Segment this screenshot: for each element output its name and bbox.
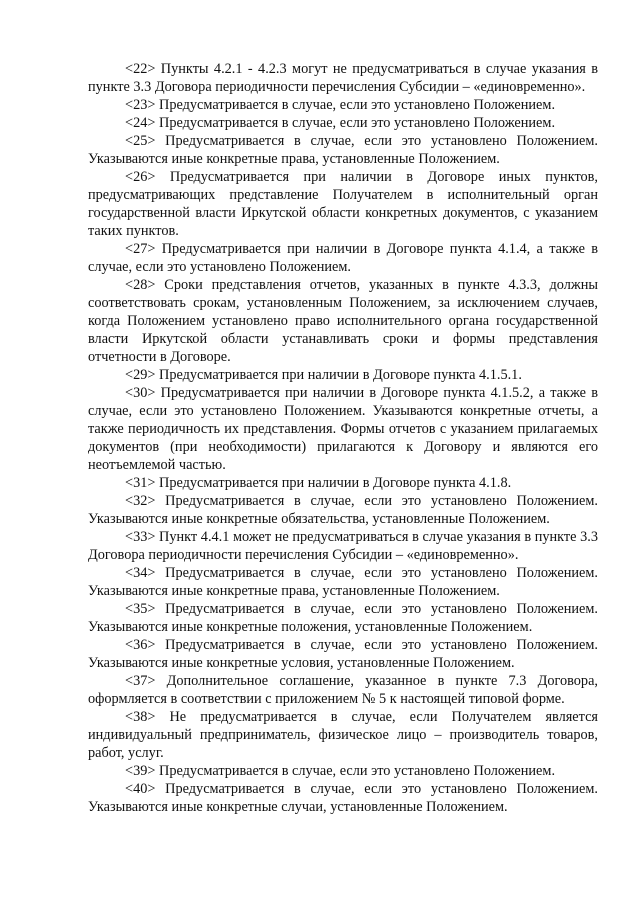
footnote-40: <40> Предусматривается в случае, если это установлено Положением. Указываются иные конкретные случаи, установленные Положением. [88,781,598,815]
footnote-35: <35> Предусматривается в случае, если это установлено Положением. Указываются иные конкретные положения, установленные Положением. [88,601,598,635]
footnote-34: <34> Предусматривается в случае, если это установлено Положением. Указываются иные конкретные права, установленные Положением. [88,565,598,599]
footnote-33: <33> Пункт 4.4.1 может не предусматриваться в случае указания в пункте 3.3 Договора периодичности перечисления Субсидии – «единовременно». [88,529,598,563]
footnote-30: <30> Предусматривается при наличии в Договоре пункта 4.1.5.2, а также в случае, если это установлено Положением. Указываются конкретные отчеты, а также периодичность их представления. Формы отчетов с указанием прилагаемых документов (при необходимости) прилагаются к Договору и являются его неотъемлемой частью. [88,385,598,473]
footnote-29: <29> Предусматривается при наличии в Договоре пункта 4.1.5.1. [125,367,522,383]
footnotes-block [88,60,598,816]
footnote-22: <22> Пункты 4.2.1 - 4.2.3 могут не предусматриваться в случае указания в пункте 3.3 Договора периодичности перечисления Субсидии – «единовременно». [88,61,598,95]
footnote-23: <23> Предусматривается в случае, если это установлено Положением. [125,97,556,113]
footnote-26: <26> Предусматривается при наличии в Договоре иных пунктов, предусматривающих представление Получателем в исполнительный орган государственной власти Иркутской области конкретных документов, с указанием таких пунктов. [88,169,598,239]
footnote-37: <37> Дополнительное соглашение, указанное в пункте 7.3 Договора, оформляется в соответствии с приложением № 5 к настоящей типовой форме. [88,673,598,707]
footnote-32: <32> Предусматривается в случае, если это установлено Положением. Указываются иные конкретные обязательства, установленные Положением. [88,493,598,527]
footnote-25: <25> Предусматривается в случае, если это установлено Положением. Указываются иные конкретные права, установленные Положением. [88,133,598,167]
footnote-28: <28> Сроки представления отчетов, указанных в пункте 4.3.3, должны соответствовать срокам, установленным Положением, за исключением случаев, когда Положением установлено право исполнительного органа государственной власти Иркутской области устанавливать сроки и формы представления отчетности в Договоре. [88,277,598,365]
footnote-39: <39> Предусматривается в случае, если это установлено Положением. [125,763,556,779]
footnote-31: <31> Предусматривается при наличии в Договоре пункта 4.1.8. [125,475,512,491]
footnote-24: <24> Предусматривается в случае, если это установлено Положением. [125,115,556,131]
footnote-38: <38> Не предусматривается в случае, если Получателем является индивидуальный предприниматель, физическое лицо – производитель товаров, работ, услуг. [88,709,598,761]
footnote-27: <27> Предусматривается при наличии в Договоре пункта 4.1.4, а также в случае, если это установлено Положением. [88,241,598,275]
footnote-36: <36> Предусматривается в случае, если это установлено Положением. Указываются иные конкретные условия, установленные Положением. [88,637,598,671]
